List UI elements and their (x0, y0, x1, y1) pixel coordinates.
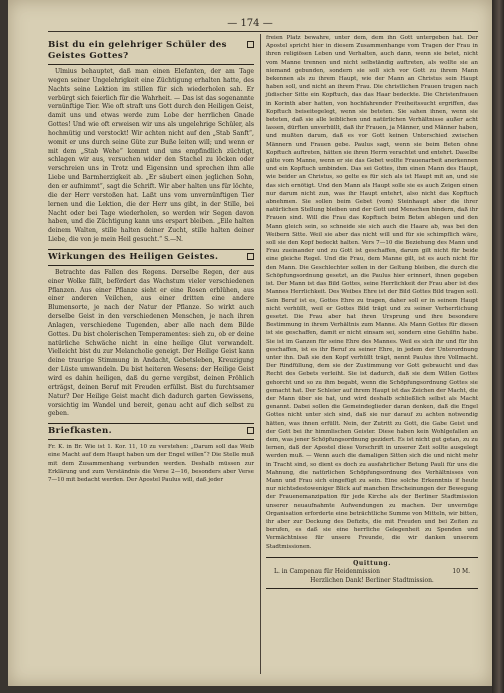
quittung-title: Quittung. (353, 559, 391, 567)
top-rule (48, 31, 478, 32)
article-heading-wirkungen (48, 249, 254, 266)
paragraph: freien Platz bewahre, unter dem, dem ihn Gott untergeben hat. Der Apostel spricht hier in diesem Zusammenhange vom Tragen der Frau in ihren religiösen Leben und Verhalten, auch dann, wenn sie betet, nicht vom Manne trennen und nicht selbständig auftreten, als wollte sie an niemand gebunden, sondern sie soll sich vor Gott zu ihrem Mann bekennen als zu ihrem Haupt, wie der Mann an Christus sein Haupt haben soll, und nicht an ihrem Frau. Die christlichen Frauen trugen nach jüdischer Sitte ein Kopftuch, das das Haar bedeckte. Die Christenfrauen in Korinth aber hatten, von hochfahrender Freiheitssucht ergriffen, das Kopftuch beiseitegelegt, wenn sie beteten. Sie sahen ihnen, wenn sie beteten, daß sie alle leiblichen und natürlichen Verhältnisse außer acht lassen, dürften unverhüllt, daß ihr Frauen, ja Männer, und Männer haben, und mußten darum, daß es vor Gott keinen Unterschied zwischen Männern und Frauen gebe. Paulus sagt, wenn sie beim Beten ohne Kopftuch auftreten, hätten sie ihren Herrn verachtet und entehrt. Daselbe gälte vom Manne, wenn er sie das Gebet wollte Frauenarbeit anerkennen und ein Kopftuch umbinden. Das sei Gottes, ihm einen Mann des Haupt, wie beider an Christus, so gelte es für sich als ist Haupt mit an, und sie das sich ernötigt. Und den Mann als Haupt solle sie es auch Zeigen einen nur darum nicht zun, was ihr Haupt entehrt, also nicht das Kopftuch abnehmen. Sie sollen beim Gebet (vom) Steinhaupt aber die ihrer natürlichen Stellung bleiben und der Gott und Menschen hindern, daß ihr Frauen sind. Will die Frau das Kopftuch beim Beten ablegen und den Mann gleich sein, so schneide sie sich auch die Haare ab, was bei den Weibern Sitte. Weil sie aber das nicht will und für sie schimpflich wäre, soll sie den Kopf bedeckt halten. Vers 7—10 die Beziehung des Mann und Frau zueinander und zu Gott ist geschaffen, darum gilt nicht für beide eine gleiche Regel. Und die Frau, dem Manne gilt, ist es auch nicht für den Mann. Die Geschlechter sollen in der Geltung bleiben, die durch die Schöpfungsordnung gesetzt, an die Paulus hier erinnert, ihnen gegeben ist. Der Mann ist das Bild Gottes, seine Herrlichkeit der Frau aber ist des Mannes Herrlichkeit. Des Weibes Ehre ist der Bild Gottes Bild tragen soll. Sein Beruf ist es, Gottes Ehre zu tragen, daher soll er in seinem Haupt nicht verhüllt, weil er Gottes Bild trägt und zu seiner Verherrlichung gesetzt. Die Frau aber hat ihren Ursprung und ihre besondere Bestimmung in ihrem Verhältnis zum Manne. Als Mann Gottes für diesen ist sie geschaffen, damit er nicht einsam sei, sondern eine Gehilfin habe. Sie ist im Ganzen für seine Ehre des Mannes. Weil es sich ihr und für ihn geschaffen, ist es ihr Beruf zu seiner Ehre, in jedem der Unterordnung unter ihn. Daß sie den Kopf verhüllt trägt, nennt Paulus ihre Vollmacht. Der Rindfüllung, dem sie der Zustimmung vor Gott gebraucht und das Recht des Gebets verleiht. Sie ist dadurch, daß sie dem Willen Gottes gehorcht und so zu ihm begabt, wenn die Schöpfungsordnung Gottes sie gemacht hat. Der Schleier auf ihrem Haupt ist das Zeichen der Macht, die der Mann über sie hat, und wird deshalb schließlich selbst als Macht genannt. Dabei sollen die Gemeindeglieder daran denken, daß die Engel Gottes nicht unter sich sind, daß sie nur darauf zu achten notwendig hätten, was ihnen erfüllt. Nein, der Zutritt zu Gott, die Gabe Geist und der Gott bei ihr himmlischen Geister. Diese haben kein Wohlgefallen an dem, was jener Schöpfungsordnung gezidert. Es ist nicht gut getan, zu zu lernen, daß der Apostel diese Vorschrift in unserer Zeit sollte ausgelegt werden muß. — Wenn auch die damaligen Sitten sich die und nicht mehr in Tracht sind, so dient es doch zu ausfahrlicher Betung Pauli für uns die Mahnung, die natürlichen Schöpfungsordnung des Verhältnisses von Mann und Frau sich eingefügt zu sein. Eine solche Erkenntnis if heute nur nichtsdestoweniger Blick auf manchen Erscheinungen der Bewegung der Frauenemanzipation für jede Kirche als der Berliner Stadtmission unserer neuaufnahmte Aufwendungen zu machen. Der unvernüge Organisation erforderte eine beträchtliche Summe von Mitteln, wir bitten, ihr aber zur Deckung des Defizits, die mit Freuden und bei Zeiten zu berufen, es daß sie eine herrliche Gelegenheit zu Spenden und Vermächtnisse für unsere Freunde, die wir danken unserem Stadtmissionen. (266, 35, 478, 550)
heading-text: Briefkasten. (48, 426, 113, 437)
quittung-thanks: Herzlichen Dank! Berliner Stadtmission. (310, 576, 434, 584)
square-ornament-icon (247, 41, 254, 48)
paragraph: Fr. K. in Br. Wie ist 1. Kor. 11, 10 zu verstehen: „Darum soll das Weib eine Macht auf dem Haupt haben um der Engel willen“? Die Stelle muß mit dem Zusammenhang verbunden werden. Deshalb müssen zur Erklärung und zum Verständnis die Verse 2—16, besonders aber Verse 7—10 mit bedacht werden. Der Apostel Paulus will, daß jeder (48, 444, 254, 484)
book-binding (492, 0, 504, 693)
quittung-box (266, 557, 478, 590)
paragraph: Ulmius behauptet, daß man einen Elefanten, der am Tage wegen seiner Ungelehrigkeit eine Züchtigung erhalten hatte, des Nachts seine Lektion im stillen für sich wiederholen sah. Er verbürgt sich feierlich für die Wahrheit. — Das ist das sogenannte vernünftige Tier. Wie oft straft uns Gott durch den Heiligen Geist, damit uns und etwas werde zum Lobe der herrlichen Gnade Gottes! Und wie oft erweisen wir uns als ungelehrige Schüler, als hochmütig und verstockt! Wir achten nicht auf den „Stab Sanft“, womit er uns durch seine Güte zur Buße leiten will; und wenn er mit dem „Stab Wehe“ kommt und uns empfindlich züchtigt, schlagen wir aus, versuchen wider den Stachel zu löcken oder verschreien uns in Trotz und Eigensinn und sprechen ihm alle Liebe und Barmherzigkeit ab. „Er säubert einen jeglichen Sohn, den er aufnimmt“, sagt die Schrift. Wir aber halten uns für löchte, die der Herr verstoßen hat. Laßt uns vom unvernünftigen Tier lernen und die Lektion, die der Herr uns gibt, in der Stille, bei Nacht oder bei Tage wiederholen, so werden wir Segen davon haben, und die Züchtigung kann uns erspart bleiben. „Eile halten deinem Walten, stille halten deiner Zucht, stille halten deiner Liebe, die von je mein Heil gesucht.“ S.—N. (48, 68, 254, 244)
quittung-amount: 10 M. (452, 568, 470, 576)
article-heading-schueler (48, 38, 254, 65)
column-divider (260, 34, 261, 674)
right-column (266, 34, 478, 589)
left-column (48, 34, 254, 484)
square-ornament-icon (247, 427, 254, 434)
article-body-briefkasten (48, 443, 254, 484)
quittung-row (266, 568, 478, 577)
briefkasten-continued (266, 34, 478, 551)
article-body-schueler (48, 68, 254, 245)
paragraph: Betrachte das Fallen des Regens. Derselbe Regen, der aus einer Wolke fällt, befördert das Wachstum vieler verschiedenen Pflanzen. Aus einer Pflanze sieht er eine Rosen erblühen, aus einer anderen Veilchen, aus einer dritten eine andere Blumensorte, je nach der Natur der Pflanze. So wirkt auch derselbe Geist in den verschiedenen Menschen, je nach ihren Anlagen, verschiedene Tugenden, aber alle nach dem Bilde Gottes. Du bist cholerischen Temperamentes: sieh zu, ob er deine natürliche Schwäche nicht in eine heilige Glut verwandelt. Vielleicht bist du zur Melancholie geneigt. Der Heilige Geist kann deine traurige Stimmung in Andacht, Gebetsleben, Kreuzigung der Lüste umwandeln. Du bist heiteren Wesens: der Heilige Geist wird es dahin heiligen, daß du gerne vergibst, deinen Fröhlich erträgst, deinen Beruf mit Freuden erfüllst. Bist du furchtsamer Natur? Der Heilige Geist macht dich dadurch garten Gewissens, vorsichtig im Wandel und bereit, genau acht auf dich selbst zu geben. (48, 268, 254, 418)
square-ornament-icon (247, 253, 254, 260)
newspaper-page (8, 0, 492, 686)
article-body-wirkungen (48, 269, 254, 419)
quittung-entry: L. in Campenau für Heidenmission (274, 568, 380, 576)
article-heading-briefkasten (48, 423, 254, 440)
page-number: — 174 — (227, 18, 273, 29)
heading-text: Wirkungen des Heiligen Geistes. (48, 251, 219, 262)
heading-text: Bist du ein gelehriger Schüler des Geistes Gottes? (48, 40, 227, 61)
